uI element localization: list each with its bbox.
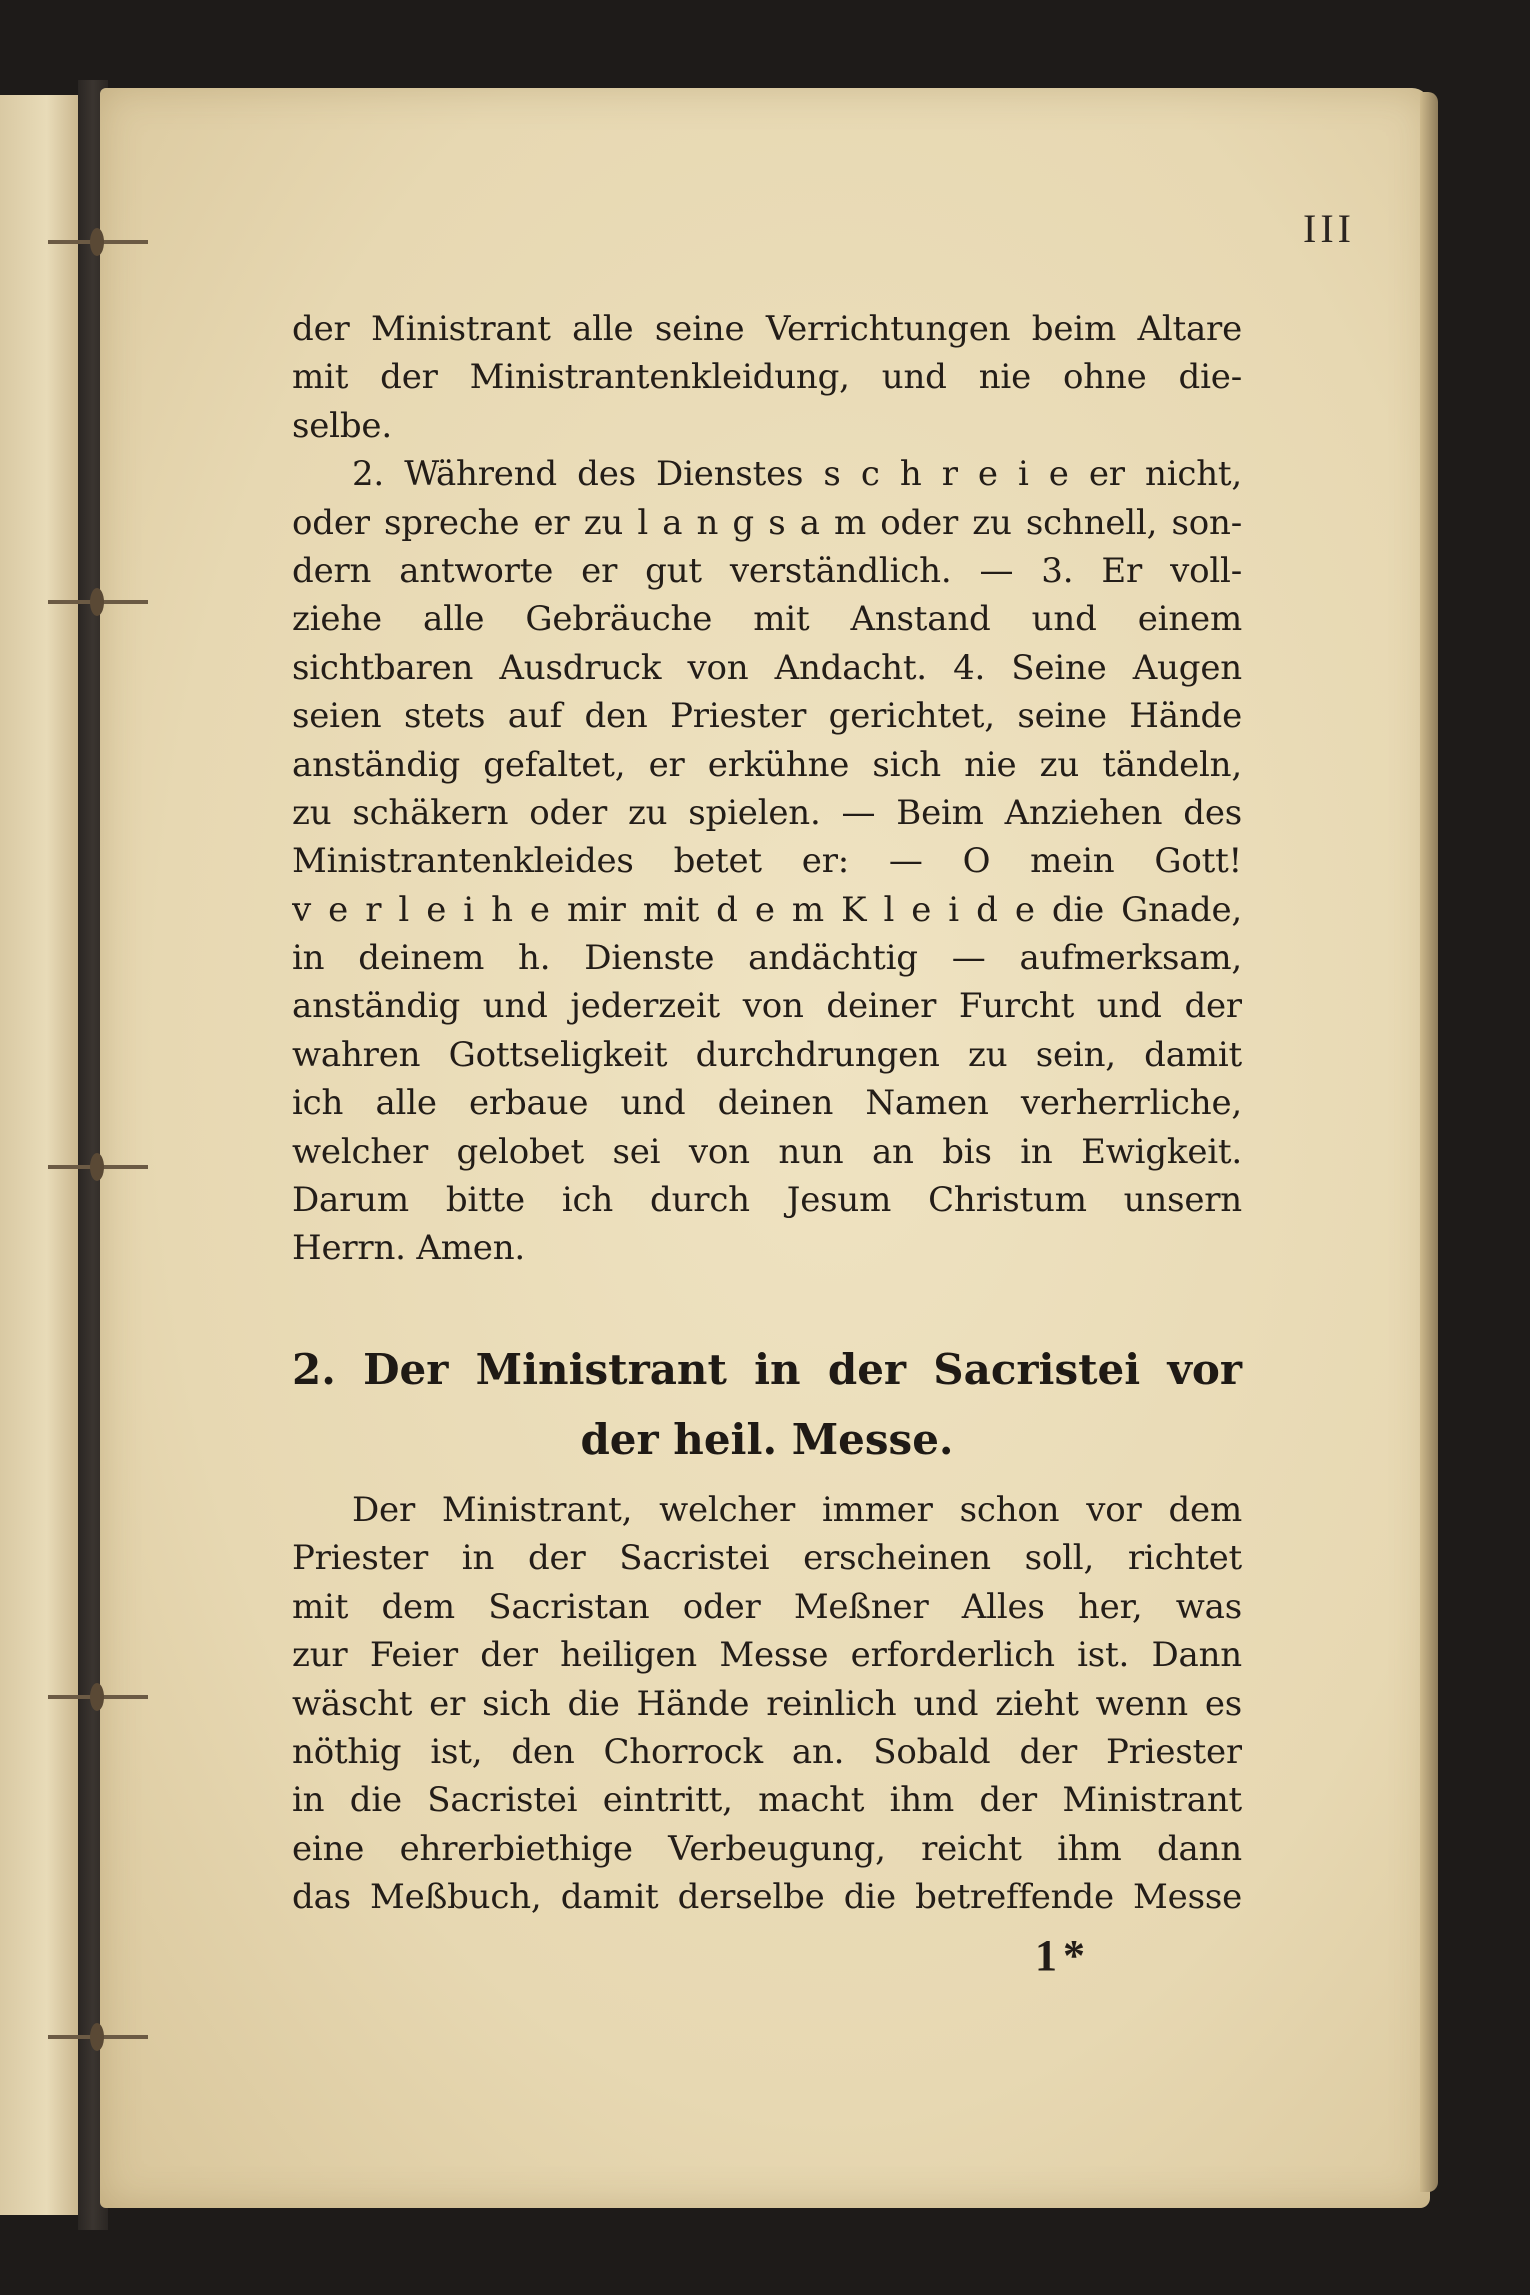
- signature-mark: 1*: [1035, 1931, 1091, 1980]
- text-line: seien stets auf den Priester gerichtet, seine Hände: [292, 696, 1242, 737]
- text-line: dern antworte er gut verständlich. — 3. Er voll-: [292, 550, 1242, 591]
- text-line: ziehe alle Gebräuche mit Anstand und einem: [292, 599, 1242, 640]
- text-line: sichtbaren Ausdruck von Andacht. 4. Seine Augen: [292, 647, 1242, 688]
- text-line: der Ministrant alle seine Verrichtungen beim Altare: [292, 309, 1242, 349]
- text-line: zu schäkern oder zu spielen. — Beim Anziehen des: [292, 792, 1242, 833]
- text-line: oder spreche er zu l a n g s a m oder zu schnell, son-: [292, 502, 1242, 543]
- text-line: selbe.: [292, 405, 392, 446]
- text-line: v e r l e i h e mir mit d e m K l e i d e die Gnade,: [292, 889, 1242, 930]
- text-line: Ministrantenkleides betet er: — O mein Gott!: [292, 841, 1242, 882]
- paragraph-1: [292, 305, 1242, 1273]
- text-line: ich alle erbaue und deinen Namen verherrliche,: [292, 1083, 1242, 1124]
- text-line: mit dem Sacristan oder Meßner Alles her, was: [292, 1586, 1242, 1627]
- binding-stitch: [48, 600, 148, 604]
- text-line: anständig und jederzeit von deiner Furcht und der: [292, 986, 1242, 1027]
- facing-page-edge: [0, 95, 78, 2215]
- binding-stitch: [48, 1165, 148, 1169]
- text-line: eine ehrerbiethige Verbeugung, reicht ihm dann: [292, 1828, 1242, 1869]
- text-line: 2. Während des Dienstes s c h r e i e er nicht,: [352, 454, 1242, 495]
- binding-stitch: [48, 1695, 148, 1699]
- text-line: Darum bitte ich durch Jesum Christum unsern: [292, 1180, 1242, 1221]
- page-edge: [1420, 92, 1438, 2192]
- paragraph-2: [292, 1486, 1242, 1922]
- text-line: in die Sacristei eintritt, macht ihm der Ministrant: [292, 1780, 1242, 1821]
- section-heading: [292, 1335, 1242, 1475]
- binding-stitch: [48, 240, 148, 244]
- text-line: welcher gelobet sei von nun an bis in Ewigkeit.: [292, 1131, 1242, 1172]
- text-line: anständig gefaltet, er erkühne sich nie zu tändeln,: [292, 744, 1242, 785]
- text-line: in deinem h. Dienste andächtig — aufmerksam,: [292, 938, 1242, 979]
- section-heading-line: 2. Der Ministrant in der Sacristei vor: [292, 1345, 1242, 1394]
- section-heading-line: der heil. Messe.: [580, 1415, 954, 1464]
- binding-stitch: [48, 2035, 148, 2039]
- text-line: mit der Ministrantenkleidung, und nie ohne die-: [292, 357, 1242, 398]
- page-number: III: [1303, 206, 1355, 251]
- text-line: Herrn. Amen.: [292, 1228, 526, 1269]
- text-line: das Meßbuch, damit derselbe die betreffende Messe: [292, 1877, 1242, 1918]
- text-line: nöthig ist, den Chorrock an. Sobald der Priester: [292, 1731, 1242, 1772]
- text-line: wahren Gottseligkeit durchdrungen zu sein, damit: [292, 1034, 1242, 1075]
- text-line: zur Feier der heiligen Messe erforderlich ist. Dann: [292, 1635, 1242, 1676]
- text-line: wäscht er sich die Hände reinlich und zieht wenn es: [292, 1683, 1242, 1724]
- text-line: Der Ministrant, welcher immer schon vor dem: [352, 1490, 1242, 1530]
- text-line: Priester in der Sacristei erscheinen soll, richtet: [292, 1538, 1242, 1579]
